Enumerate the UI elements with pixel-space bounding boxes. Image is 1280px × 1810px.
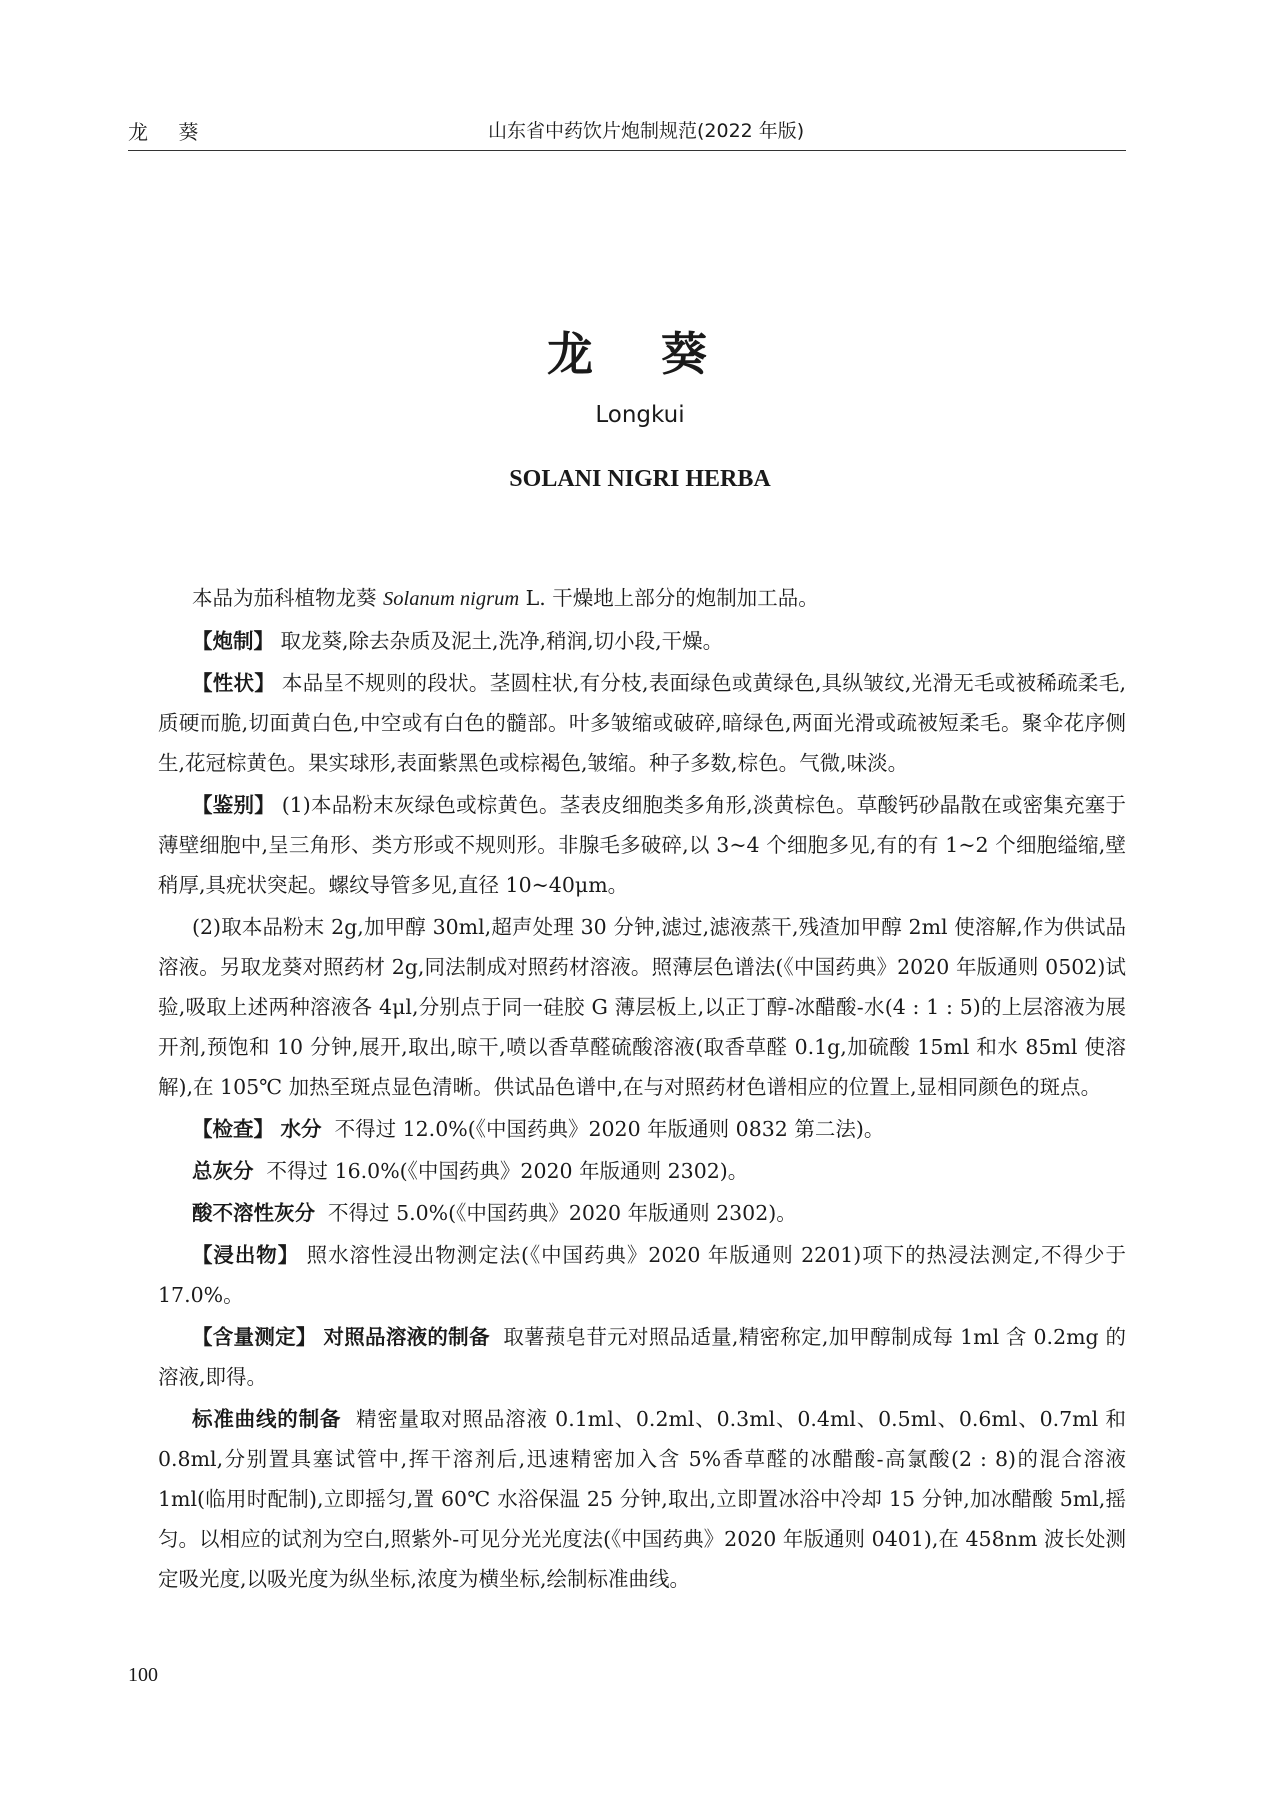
intro-text-before: 本品为茄科植物龙葵 [192,586,384,610]
subhead-water: 水分 [280,1117,322,1141]
section-paozhi [158,621,1126,661]
section-hanliang-curve [158,1399,1126,1599]
text-std-curve: 精密量取对照品溶液 0.1ml、0.2ml、0.3ml、0.4ml、0.5ml、0.6ml、0.7ml 和 0.8ml,分别置具塞试管中,挥干溶剂后,迅速精密加入含 5%香草醛的冰醋酸-高氯酸(2 : 8)的混合溶液 1ml(临用时配制),立即摇匀,置 60℃ 水浴保温 25 分钟,取出,立即置冰浴中冷却 15 分钟,加冰醋酸 5ml,摇匀。以相应的试剂为空白,照紫外-可见分光光度法(《中国药典》2020 年版通则 0401),在 458nm 波长处测定吸光度,以吸光度为纵坐标,浓度为横坐标,绘制标准曲线。 [158,1407,1127,1591]
section-text-paozhi: 取龙葵,除去杂质及泥土,洗净,稍润,切小段,干燥。 [280,629,724,653]
section-hanliang-ref [158,1317,1126,1397]
header-book-title: 山东省中药饮片炮制规范(2022 年版) [488,120,805,142]
text-acid-ash: 不得过 5.0%(《中国药典》2020 年版通则 2302)。 [328,1201,797,1225]
section-label-xingzhuang: 【性状】 [192,671,276,695]
page-title: 龙 葵 [546,327,733,381]
section-label-hanliang: 【含量测定】 [192,1325,317,1349]
section-jiancha-acid-ash [158,1193,1126,1233]
section-jinchuwu [158,1235,1126,1315]
section-text-xingzhuang: 本品呈不规则的段状。茎圆柱状,有分枝,表面绿色或黄绿色,具纵皱纹,光滑无毛或被稀疏柔毛,质硬而脆,切面黄白色,中空或有白色的髓部。叶多皱缩或破碎,暗绿色,两面光滑或疏被短柔毛。聚伞花序侧生,花冠棕黄色。果实球形,表面紫黑色或棕褐色,皱缩。种子多数,棕色。气微,味淡。 [158,671,1126,775]
section-jianbie-2 [158,907,1126,1107]
text-water: 不得过 12.0%(《中国药典》2020 年版通则 0832 第二法)。 [334,1117,885,1141]
text-ref-solution: 取薯蓣皂苷元对照品适量,精密称定,加甲醇制成每 1ml 含 0.2mg 的溶液,即得。 [158,1325,1126,1389]
intro-latin-species: Solanum nigrum [383,588,520,610]
intro-paragraph [158,578,1126,619]
section-text-jinchuwu: 照水溶性浸出物测定法(《中国药典》2020 年版通则 2201)项下的热浸法测定,不得少于 17.0%。 [158,1243,1126,1307]
section-text-jianbie-2: (2)取本品粉末 2g,加甲醇 30ml,超声处理 30 分钟,滤过,滤液蒸干,残渣加甲醇 2ml 使溶解,作为供试品溶液。另取龙葵对照药材 2g,同法制成对照药材溶液。照薄层色谱法(《中国药典》2020 年版通则 0502)试验,吸取上述两种溶液各 4μl,分别点于同一硅胶 G 薄层板上,以正丁醇-冰醋酸-水(4 : 1 : 5)的上层溶液为展开剂,预饱和 10 分钟,展开,取出,晾干,喷以香草醛硫酸溶液(取香草醛 0.1g,加硫酸 15ml 和水 85ml 使溶解),在 105℃ 加热至斑点显色清晰。供试品色谱中,在与对照药材色谱相应的位置上,显相同颜色的斑点。 [158,915,1126,1099]
section-xingzhuang [158,663,1126,783]
section-label-paozhi: 【炮制】 [192,629,274,653]
text-total-ash: 不得过 16.0%(《中国药典》2020 年版通则 2302)。 [266,1159,749,1183]
running-header [128,110,1126,151]
section-jiancha-water [158,1109,1126,1149]
header-entry-name: 龙 葵 [128,120,211,144]
intro-text-after: L. 干燥地上部分的炮制加工品。 [519,586,819,610]
section-label-jianbie: 【鉴别】 [192,793,275,817]
latin-name: SOLANI NIGRI HERBA [509,466,771,492]
section-jianbie-1 [158,785,1126,905]
subhead-std-curve: 标准曲线的制备 [192,1407,342,1431]
section-label-jiancha: 【检查】 [192,1117,274,1141]
monograph-body [158,578,1126,1601]
subhead-acid-ash: 酸不溶性灰分 [192,1201,315,1225]
section-jiancha-ash [158,1151,1126,1191]
section-text-jianbie-1: (1)本品粉末灰绿色或棕黄色。茎表皮细胞类多角形,淡黄棕色。草酸钙砂晶散在或密集充塞于薄壁细胞中,呈三角形、类方形或不规则形。非腺毛多破碎,以 3~4 个细胞多见,有的有 1~2 个细胞缢缩,壁稍厚,具疣状突起。螺纹导管多见,直径 10~40μm。 [158,793,1126,897]
pinyin-name: Longkui [595,402,685,428]
section-label-jinchuwu: 【浸出物】 [192,1243,300,1267]
subhead-total-ash: 总灰分 [192,1159,254,1183]
page-number: 100 [128,1664,158,1686]
subhead-ref-solution: 对照品溶液的制备 [323,1325,490,1349]
